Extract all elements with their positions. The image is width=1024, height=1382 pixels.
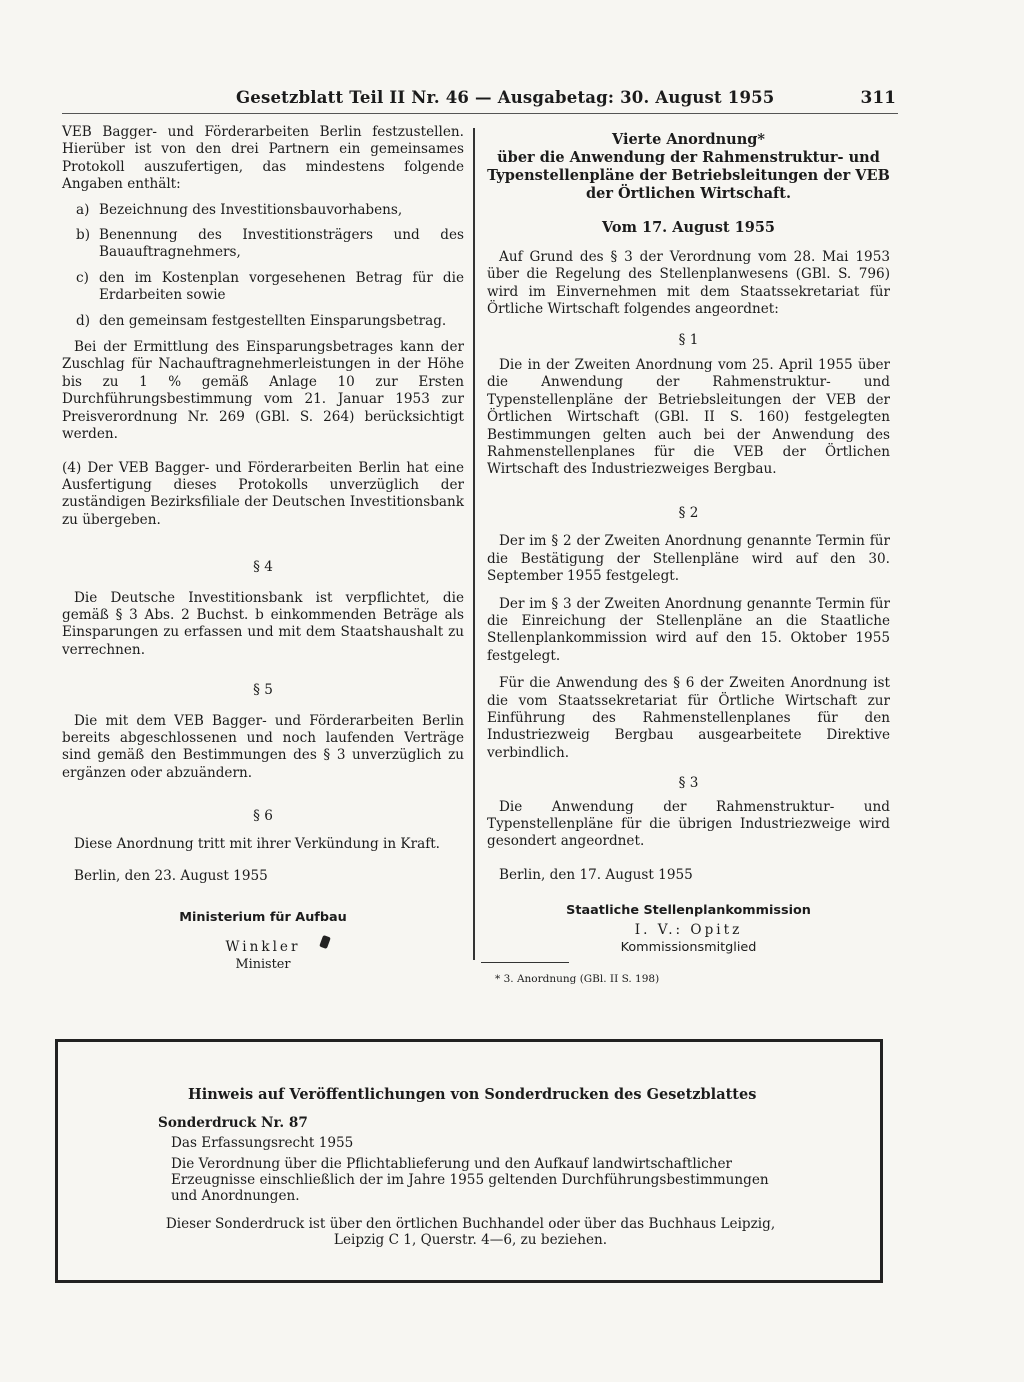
list-item: b) Benennung des Investitionsträgers und des Bauauftragnehmers, — [76, 227, 464, 261]
page-header — [236, 88, 896, 110]
section-2-para-1: Der im § 2 der Zweiten Anordnung genannte Termin für die Bestätigung der Stellenpläne wird auf den 30. September 1955 festgelegt. — [487, 533, 890, 585]
right-role: Kommissionsmitglied — [620, 940, 757, 955]
left-column — [62, 124, 464, 974]
paragraph-ermittlung: Bei der Ermittlung des Einsparungsbetrages kann der Zuschlag für Nachauftragnehmerleistungen in der Höhe bis zu 1 % gemäß Anlage 10 zur Ersten Durchführungsbestimmung vom 21. Januar 1953 zur Preisverordnung Nr. 269 (GBl. S. 264) berücksichtigt werden. — [62, 339, 464, 443]
left-role: Minister — [235, 957, 291, 973]
ordinance-date: Vom 17. August 1955 — [602, 219, 775, 236]
right-intro: Auf Grund des § 3 der Verordnung vom 28. Mai 1953 über die Regelung des Stellenplanwesens (GBl. S. 796) wird im Einvernehmen mit dem Staatssekretariat für Örtliche Wirtschaft folgendes angeordnet: — [487, 249, 890, 318]
notice-line-1: Das Erfassungsrecht 1955 — [171, 1135, 354, 1151]
section-5-heading: § 5 — [253, 682, 273, 699]
left-intro: VEB Bagger- und Förderarbeiten Berlin festzustellen. Hierüber ist von den drei Partnern ein gemeinsames Protokoll auszufertigen, das mindestens folgende Angaben enthält: — [62, 124, 464, 193]
footnote: * 3. Anordnung (GBl. II S. 198) — [495, 973, 660, 986]
header-rule — [62, 113, 898, 114]
section-3-heading: § 3 — [678, 775, 699, 792]
section-2-para-3: Für die Anwendung des § 6 der Zweiten Anordnung ist die vom Staatssekretariat für Örtliche Wirtschaft zur Einführung des Rahmenstellenplanes für den Industriezweig Bergbau ausgearbeitete Direktive verbindlich. — [487, 675, 890, 761]
ordinance-subtitle: über die Anwendung der Rahmenstruktur- und Typenstellenpläne der Betriebsleitungen der VEB der Örtlichen Wirtschaft. — [487, 149, 890, 202]
section-4-heading: § 4 — [253, 559, 273, 576]
list-item: a) Bezeichnung des Investitionsbauvorhabens, — [76, 201, 403, 218]
page-number: 311 — [860, 88, 896, 108]
section-6-text: Diese Anordnung tritt mit ihrer Verkündung in Kraft. — [74, 835, 441, 852]
section-3-text: Die Anwendung der Rahmenstruktur- und Typenstellenpläne für die übrigen Industriezweige wird gesondert angeordnet. — [487, 798, 890, 850]
left-date: Berlin, den 23. August 1955 — [74, 868, 268, 884]
list-item: c) den im Kostenplan vorgesehenen Betrag für die Erdarbeiten sowie — [76, 269, 464, 304]
notice-subtitle: Sonderdruck Nr. 87 — [158, 1115, 308, 1131]
notice-box — [55, 1039, 883, 1283]
left-signer: Winkler — [225, 938, 301, 955]
section-6-heading: § 6 — [253, 808, 273, 825]
header-title: Gesetzblatt Teil II Nr. 46 — Ausgabetag: 30. August 1955 — [236, 88, 775, 107]
section-4-text: Die Deutsche Investitionsbank ist verpflichtet, die gemäß § 3 Abs. 2 Buchst. b einkommenden Beträge als Einsparungen zu erfassen und mit dem Staatshaushalt zu verrechnen. — [62, 589, 464, 658]
section-2-para-2: Der im § 3 der Zweiten Anordnung genannte Termin für die Einreichung der Stellenpläne an die Staatliche Stellenplankommission wird auf den 15. Oktober 1955 festgelegt. — [487, 595, 890, 664]
section-2-heading: § 2 — [678, 504, 699, 521]
left-organisation: Ministerium für Aufbau — [179, 910, 347, 926]
right-column — [487, 131, 890, 989]
section-1-text: Die in der Zweiten Anordnung vom 25. April 1955 über die Anwendung der Rahmenstruktur- und Typenstellenpläne der Betriebsleitungen der VEB der Örtlichen Wirtschaft (GBl. II S. 160) festgelegten Bestimmungen gelten auch bei der Anwendung des Rahmenstellenplanes für die VEB der Örtlichen Wirtschaft des Industriezweiges Bergbau. — [487, 357, 890, 478]
ordinance-title: Vierte Anordnung* — [612, 131, 765, 148]
notice-title: Hinweis auf Veröffentlichungen von Sonderdrucken des Gesetzblattes — [188, 1086, 757, 1103]
paragraph-4: (4) Der VEB Bagger- und Förderarbeiten Berlin hat eine Ausfertigung dieses Protokolls unverzüglich der zuständigen Bezirksfiliale der Deutschen Investitionsbank zu übergeben. — [62, 459, 464, 528]
list-item: d) den gemeinsam festgestellten Einsparungsbetrag. — [76, 312, 447, 329]
notice-line-2: Die Verordnung über die Pflichtablieferung und den Aufkauf landwirtschaftlicher Erzeugnisse einschließlich der im Jahre 1955 geltenden Durchführungsbestimmungen und Anordnungen. — [171, 1156, 769, 1204]
column-divider — [473, 128, 475, 960]
right-organisation: Staatliche Stellenplankommission — [566, 903, 811, 919]
section-1-heading: § 1 — [678, 331, 699, 348]
footnote-rule — [481, 962, 569, 963]
right-signer: I. V.: Opitz — [634, 921, 743, 938]
section-5-text: Die mit dem VEB Bagger- und Förderarbeiten Berlin bereits abgeschlossenen und noch laufenden Verträge sind gemäß den Bestimmungen des § 3 unverzüglich zu ergänzen oder abzuändern. — [62, 712, 464, 781]
notice-line-3: Dieser Sonderdruck ist über den örtlichen Buchhandel oder über das Buchhaus Leipzig, Leipzig C 1, Querstr. 4—6, zu beziehen. — [165, 1216, 776, 1248]
right-date: Berlin, den 17. August 1955 — [499, 866, 693, 883]
